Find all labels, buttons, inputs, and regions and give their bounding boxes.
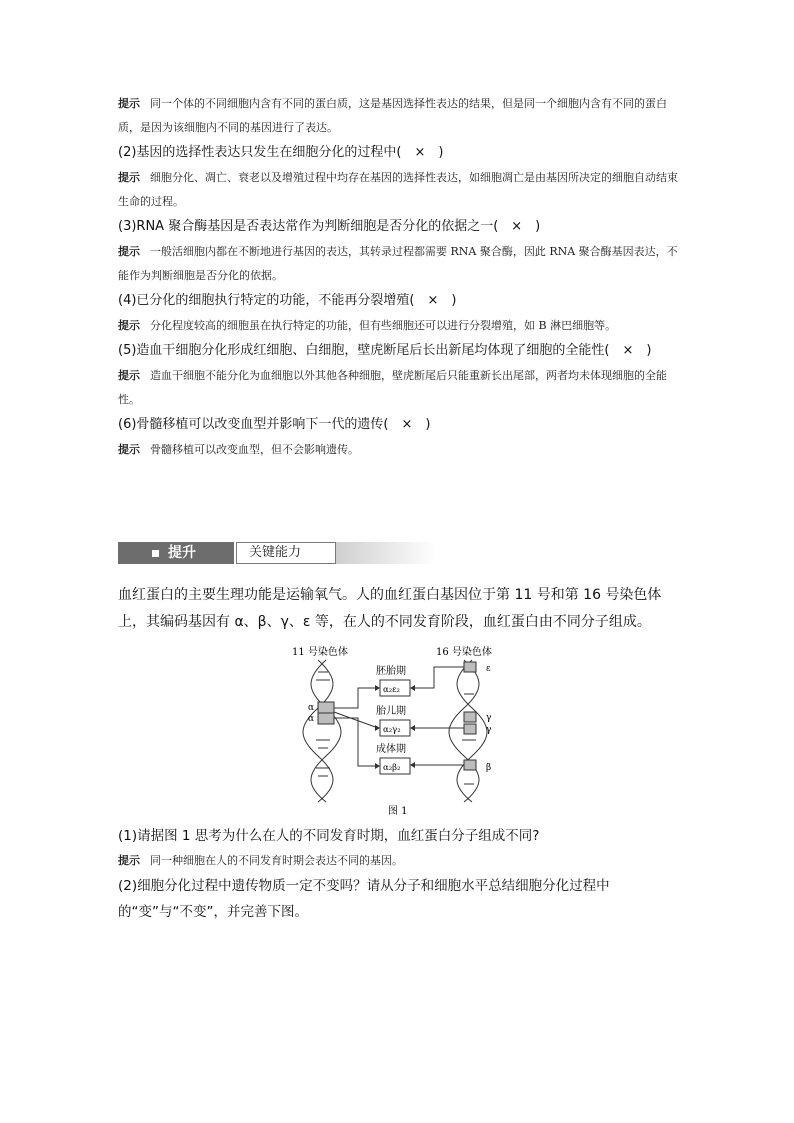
stage-embryo-label: 胚胎期 <box>376 666 406 677</box>
alpha2-label: α <box>308 714 315 724</box>
banner-subtitle: 关键能力 <box>249 545 302 560</box>
review-section <box>118 92 678 462</box>
hint-label: 提示 <box>118 171 140 184</box>
section-banner <box>118 542 436 564</box>
embryo-box-text: α₂ε₂ <box>383 685 400 695</box>
beta-label: β <box>486 763 492 773</box>
banner-title: 提升 <box>168 545 196 561</box>
figure-svg <box>288 644 508 819</box>
hint-paragraph <box>118 92 678 140</box>
banner-light-block <box>236 542 336 564</box>
banner-square-icon <box>152 550 159 557</box>
question-1: (1)请据图 1 思考为什么在人的不同发育时期，血红蛋白分子组成不同? <box>118 828 540 844</box>
epsilon-label: ε <box>486 664 491 674</box>
hint-label: 提示 <box>118 854 140 867</box>
stage-adult-label: 成体期 <box>376 744 406 755</box>
hint-text: 分化程度较高的细胞虽在执行特定的功能，但有些细胞还可以进行分裂增殖，如 B 淋巴细胞等。 <box>150 319 617 332</box>
hint-text: 细胞分化、凋亡、衰老以及增殖过程中均存在基因的选择性表达，如细胞凋亡是由基因所决定的细胞自动结束生命的过程。 <box>118 171 678 208</box>
hint-label: 提示 <box>118 443 140 456</box>
hint-label: 提示 <box>118 245 140 258</box>
hint-text: 造血干细胞不能分化为血细胞以外其他各种细胞，壁虎断尾后只能重新长出尾部，两者均未体现细胞的全能性。 <box>118 369 667 406</box>
hint-text: 同一种细胞在人的不同发育时期会表达不同的基因。 <box>150 854 403 867</box>
judgement-question: (3)RNA 聚合酶基因是否表达常作为判断细胞是否分化的依据之一( × ) <box>118 219 541 234</box>
stage-fetus-label: 胎儿期 <box>376 706 406 717</box>
judgement-question: (5)造血干细胞分化形成红细胞、白细胞，壁虎断尾后长出新尾均体现了细胞的全能性( × ) <box>118 343 652 358</box>
left-chromosome-label: 11 号染色体 <box>292 647 348 658</box>
epsilon-gene-block <box>464 662 476 672</box>
banner-gradient <box>336 542 436 564</box>
alpha1-label: α <box>308 703 315 713</box>
hint-paragraph <box>118 240 678 288</box>
adult-box-text: α₂β₂ <box>383 763 401 773</box>
hint-paragraph <box>118 314 678 338</box>
banner-dark-block <box>118 542 234 564</box>
gamma2-gene-block <box>464 724 476 734</box>
figure-caption: 图 1 <box>388 806 408 817</box>
gamma1-gene-block <box>464 712 476 722</box>
gamma2-label: γ <box>486 725 492 735</box>
hemoglobin-figure <box>288 644 508 819</box>
intro-paragraph: 血红蛋白的主要生理功能是运输氧气。人的血红蛋白基因位于第 11 号和第 16 号染色体上，其编码基因有 α、β、γ、ε 等，在人的不同发育阶段，血红蛋白由不同分子组成。 <box>118 587 662 630</box>
questions-block <box>118 823 678 925</box>
hint-label: 提示 <box>118 369 140 382</box>
left-dna-helix <box>303 660 341 802</box>
judgement-question: (4)已分化的细胞执行特定的功能，不能再分裂增殖( × ) <box>118 293 457 308</box>
gamma1-label: γ <box>486 713 492 723</box>
hint-text: 同一个体的不同细胞内含有不同的蛋白质，这是基因选择性表达的结果，但是同一个细胞内含有不同的蛋白质，是因为该细胞内不同的基因进行了表达。 <box>118 97 667 134</box>
question-2: (2)细胞分化过程中遗传物质一定不变吗？请从分子和细胞水平总结细胞分化过程中的“变”与“不变”，并完善下图。 <box>118 878 610 920</box>
intro-block <box>118 582 678 636</box>
hint-label: 提示 <box>118 97 140 110</box>
hint-paragraph <box>118 438 678 462</box>
judgement-question: (2)基因的选择性表达只发生在细胞分化的过程中( × ) <box>118 145 444 160</box>
hint-label: 提示 <box>118 319 140 332</box>
fetus-box-text: α₂γ₂ <box>383 725 401 735</box>
hint-text: 一般活细胞内都在不断地进行基因的表达，其转录过程都需要 RNA 聚合酶，因此 RNA 聚合酶基因表达，不能作为判断细胞是否分化的依据。 <box>118 245 678 282</box>
judgement-question: (6)骨髓移植可以改变血型并影响下一代的遗传( × ) <box>118 417 431 432</box>
right-chromosome-label: 16 号染色体 <box>436 647 492 658</box>
hint-paragraph <box>118 166 678 214</box>
hint-paragraph <box>118 364 678 412</box>
beta-gene-block <box>464 760 476 770</box>
hint-paragraph <box>118 849 678 873</box>
hint-text: 骨髓移植可以改变血型，但不会影响遗传。 <box>150 443 359 456</box>
